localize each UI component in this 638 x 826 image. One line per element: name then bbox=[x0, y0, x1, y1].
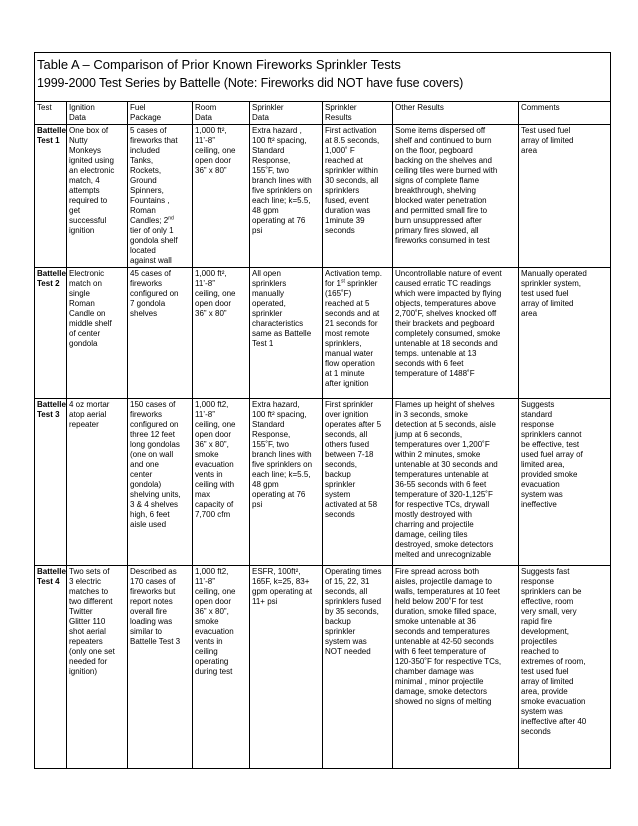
test-name: Battelle Test 1 bbox=[35, 125, 67, 268]
header-test: Test bbox=[35, 102, 67, 125]
ignition-cell: One box of Nutty Monkeys ignited using an electronic match, 4 attempts required to get successful ignition bbox=[67, 125, 128, 268]
ignition-cell: 4 oz mortar atop aerial repeater bbox=[67, 399, 128, 566]
header-room: Room Data bbox=[193, 102, 250, 125]
header-ignition: Ignition Data bbox=[67, 102, 128, 125]
other-cell: Some items dispersed off shelf and continued to burn on the floor, pegboard backing on the shelves and ceiling tiles were burned with signs of complete flame breakthrough, shelving blocked water penetration and permitted small fire to burn unsuppressed after primary fires slowed, all fireworks consumed in test bbox=[393, 125, 519, 268]
title-row bbox=[35, 53, 611, 102]
table-subtitle: 1999-2000 Test Series by Battelle (Note: Fireworks did NOT have fuse covers) bbox=[37, 76, 464, 90]
fuel-cell bbox=[128, 125, 193, 268]
sprinkler-cell: All open sprinklers manually operated, sprinkler characteristics same as Battelle Test 1 bbox=[250, 268, 323, 399]
header-sprinkler: Sprinkler Data bbox=[250, 102, 323, 125]
fuel-text: 5 cases of fireworks that included Tanks, Rockets, Ground Spinners, Fountains , Roman Candles; 2 bbox=[130, 126, 178, 225]
results-text: Activation temp. for 1 bbox=[325, 269, 382, 288]
room-cell: 1,000 ft2, 11’-8” ceiling, one open door 36” x 80”, smoke evacuation vents in ceiling operating during test bbox=[193, 566, 250, 769]
table-row bbox=[35, 399, 611, 566]
room-cell: 1,000 ft², 11’-8” ceiling, one open door 36” x 80” bbox=[193, 268, 250, 399]
other-cell: Uncontrollable nature of event caused erratic TC readings which were impacted by flying objects, temperatures above 2,700˚F, shelves knocked off their brackets and pegboard completely consumed, smoke untenable at 18 seconds and temps. untenable at 13 seconds with 6 feet temperature of 1488˚F bbox=[393, 268, 519, 399]
fuel-cell: Described as 170 cases of fireworks but report notes overall fire loading was similar to Battelle Test 3 bbox=[128, 566, 193, 769]
results-text-cont: sprinkler (165˚F) reached at 5 seconds and at 21 seconds for most remote sprinklers, manual water flow operation at 1 minute after ignition bbox=[325, 279, 380, 388]
header-results: Sprinkler Results bbox=[323, 102, 393, 125]
test-name: Battelle Test 2 bbox=[35, 268, 67, 399]
test-name: Battelle Test 4 bbox=[35, 566, 67, 769]
table-row bbox=[35, 566, 611, 769]
results-cell: First sprinkler over ignition operates after 5 seconds, all others fused between 7-18 seconds, backup sprinkler system activated at 58 seconds bbox=[323, 399, 393, 566]
table-row bbox=[35, 125, 611, 268]
comparison-table bbox=[34, 52, 611, 769]
fuel-superscript: nd bbox=[168, 215, 174, 222]
header-fuel: Fuel Package bbox=[128, 102, 193, 125]
header-row bbox=[35, 102, 611, 125]
results-cell: Operating times of 15, 22, 31 seconds, all sprinklers fused by 35 seconds, backup sprinkler system was NOT needed bbox=[323, 566, 393, 769]
results-cell bbox=[323, 268, 393, 399]
header-other: Other Results bbox=[393, 102, 519, 125]
room-cell: 1,000 ft², 11’-8” ceiling, one open door 36” x 80” bbox=[193, 125, 250, 268]
header-comments: Comments bbox=[519, 102, 611, 125]
sprinkler-cell: ESFR, 100ft², 165F, k=25, 83+ gpm operating at 11+ psi bbox=[250, 566, 323, 769]
table-title: Table A – Comparison of Prior Known Fireworks Sprinkler Tests bbox=[37, 57, 401, 72]
table-row bbox=[35, 268, 611, 399]
ignition-cell: Two sets of 3 electric matches to two different Twitter Glitter 110 shot aerial repeaters (only one set needed for ignition) bbox=[67, 566, 128, 769]
table-title-cell bbox=[35, 53, 611, 102]
other-cell: Fire spread across both aisles, projectile damage to walls, temperatures at 10 feet held below 200˚F for test duration, smoke filled space, smoke untenable at 36 seconds and temperatures untenable at 42-50 seconds with 6 feet temperature of 120-350˚F for respective TCs, chamber damage was minimal , minor projectile damage, smoke detectors showed no signs of melting bbox=[393, 566, 519, 769]
comments-cell: Suggests fast response sprinklers can be effective, room very small, very rapid fire development, projectiles reached to extremes of room, test used fuel array of limited area, provide smoke evacuation system was ineffective after 40 seconds bbox=[519, 566, 611, 769]
comments-cell: Test used fuel array of limited area bbox=[519, 125, 611, 268]
test-name: Battelle Test 3 bbox=[35, 399, 67, 566]
fuel-text-cont: tier of only 1 gondola shelf located against wall bbox=[130, 226, 178, 265]
sprinkler-cell: Extra hazard , 100 ft² spacing, Standard Response, 155˚F, two branch lines with five sprinklers on each line; k=5.5, 48 gpm operating at 76 psi bbox=[250, 125, 323, 268]
results-superscript: st bbox=[341, 278, 345, 285]
room-cell: 1,000 ft2, 11’-8” ceiling, one open door 36” x 80”, smoke evacuation vents in ceiling with max capacity of 7,700 cfm bbox=[193, 399, 250, 566]
comments-cell: Manually operated sprinkler system, test used fuel array of limited area bbox=[519, 268, 611, 399]
results-cell: First activation at 8.5 seconds, 1,000˚ F reached at sprinkler within 30 seconds, all sprinklers fused, event duration was 1minute 39 seconds bbox=[323, 125, 393, 268]
comments-cell: Suggests standard response sprinklers cannot be effective, test used fuel array of limited area, provided smoke evacuation system was ineffective bbox=[519, 399, 611, 566]
ignition-cell: Electronic match on single Roman Candle on middle shelf of center gondola bbox=[67, 268, 128, 399]
fuel-cell: 45 cases of fireworks configured on 7 gondola shelves bbox=[128, 268, 193, 399]
other-cell: Flames up height of shelves in 3 seconds, smoke detection at 5 seconds, aisle jump at 6 seconds, temperatures over 1,200˚F within 2 minutes, smoke untenable at 30 seconds and temperatures untenable at 36-55 seconds with 6 feet temperature of 320-1,125˚F for respective TCs, drywall mostly destroyed with charring and projectile damage, ceiling tiles destroyed, smoke detectors melted and unrecognizable bbox=[393, 399, 519, 566]
sprinkler-cell: Extra hazard, 100 ft² spacing, Standard Response, 155˚F, two branch lines with five sprinklers on each line; k=5.5, 48 gpm operating at 76 psi bbox=[250, 399, 323, 566]
fuel-cell: 150 cases of fireworks configured on three 12 feet long gondolas (one on wall and one center gondola) shelving units, 3 & 4 shelves high, 6 feet aisle used bbox=[128, 399, 193, 566]
